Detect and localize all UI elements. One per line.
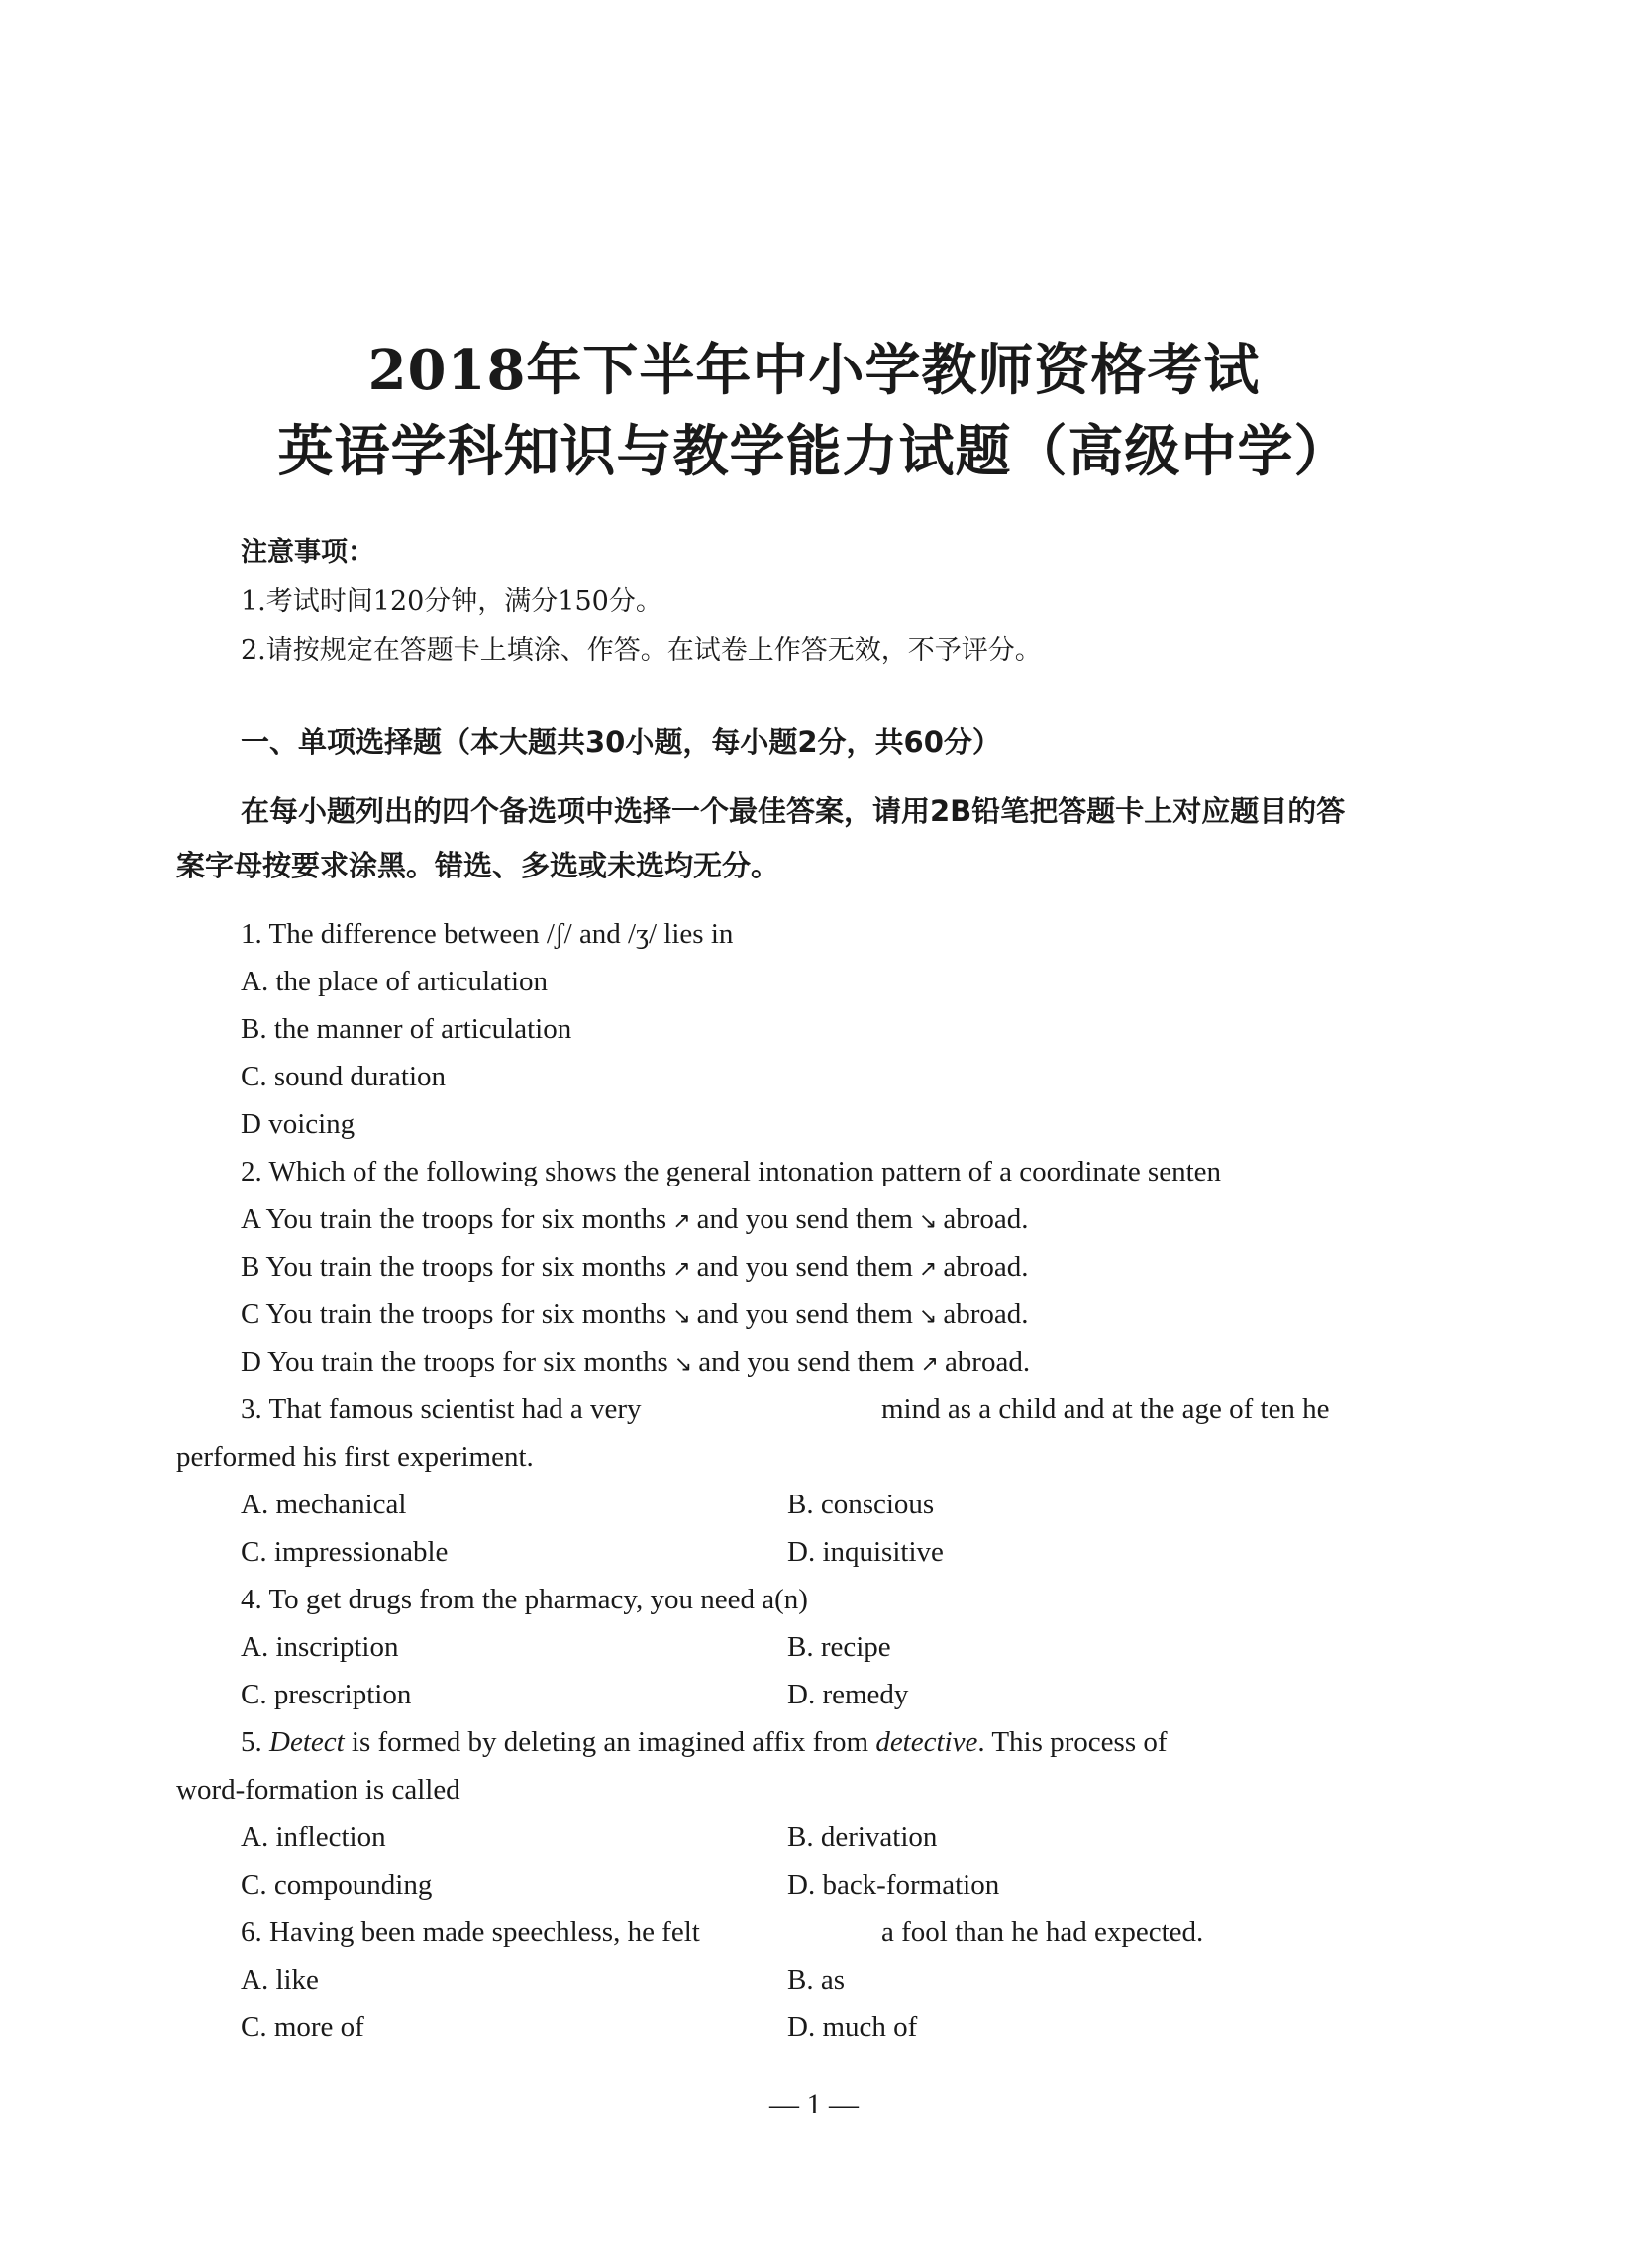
stem-text: is formed by deleting an imagined affix from — [351, 1726, 869, 1758]
option-text: abroad. — [944, 1346, 1031, 1378]
question-5-option-d: D. back-formation — [787, 1869, 1000, 1901]
stem-text: . This process of — [977, 1726, 1168, 1758]
question-1-option-b: B. the manner of articulation — [241, 1013, 572, 1045]
rising-arrow-icon: ↗ — [920, 1352, 939, 1377]
instruction-line-2: 案字母按要求涂黑。错选、多选或未选均无分。 — [176, 849, 780, 882]
question-1-stem: 1. The difference between /ʃ/ and /ʒ/ lies in — [241, 918, 734, 950]
notice-item-2: 2.请按规定在答题卡上填涂、作答。在试卷上作答无效，不予评分。 — [241, 635, 1042, 666]
option-text: B You train the troops for six months — [241, 1251, 667, 1283]
question-4-option-a: A. inscription — [241, 1631, 399, 1663]
question-5-stem-continued: word-formation is called — [176, 1774, 460, 1805]
term-detect: Detect — [269, 1726, 345, 1758]
question-3-option-a: A. mechanical — [241, 1489, 407, 1520]
question-6-option-c: C. more of — [241, 2011, 364, 2043]
question-1-option-a: A. the place of articulation — [241, 966, 549, 997]
question-3-stem-after-blank: mind as a child and at the age of ten he — [881, 1393, 1330, 1425]
question-1-option-d: D voicing — [241, 1108, 356, 1140]
question-5-stem — [241, 1724, 1168, 1760]
exam-title-line2: 英语学科知识与教学能力试题（高级中学） — [277, 419, 1351, 484]
rising-arrow-icon: ↗ — [672, 1209, 691, 1234]
option-text: and you send them — [698, 1346, 915, 1378]
instruction-line-1: 在每小题列出的四个备选项中选择一个最佳答案，请用2B铅笔把答题卡上对应题目的答 — [241, 794, 1346, 828]
question-3-option-c: C. impressionable — [241, 1536, 449, 1568]
falling-arrow-icon: ↘ — [673, 1352, 693, 1377]
option-text: D You train the troops for six months — [241, 1346, 668, 1378]
page-number: — 1 — — [769, 2088, 859, 2120]
question-3-option-b: B. conscious — [787, 1489, 935, 1520]
option-text: and you send them — [696, 1298, 913, 1330]
option-text: abroad. — [943, 1251, 1029, 1283]
term-detective: detective — [875, 1726, 978, 1758]
falling-arrow-icon: ↘ — [672, 1304, 691, 1329]
question-2-stem: 2. Which of the following shows the general intonation pattern of a coordinate senten — [241, 1156, 1222, 1187]
question-number: 5. — [241, 1726, 262, 1758]
question-4-option-b: B. recipe — [787, 1631, 891, 1663]
option-text: C You train the troops for six months — [241, 1298, 667, 1330]
question-5-option-c: C. compounding — [241, 1869, 433, 1901]
exam-title-line1: 2018年下半年中小学教师资格考试 — [367, 338, 1261, 403]
question-5-option-a: A. inflection — [241, 1821, 386, 1853]
question-1-option-c: C. sound duration — [241, 1061, 447, 1092]
question-3-stem: 3. That famous scientist had a very — [241, 1393, 642, 1425]
question-6-stem: 6. Having been made speechless, he felt — [241, 1916, 700, 1948]
rising-arrow-icon: ↗ — [918, 1257, 938, 1282]
question-4-option-d: D. remedy — [787, 1679, 909, 1710]
question-6-option-a: A. like — [241, 1964, 319, 1996]
option-text: abroad. — [943, 1298, 1029, 1330]
question-6-option-d: D. much of — [787, 2011, 918, 2043]
rising-arrow-icon: ↗ — [672, 1257, 691, 1282]
question-4-stem: 4. To get drugs from the pharmacy, you need a(n) — [241, 1584, 808, 1615]
question-2-option-c — [241, 1296, 1028, 1335]
question-6-option-b: B. as — [787, 1964, 845, 1996]
option-text: A You train the troops for six months — [241, 1203, 667, 1235]
question-3-stem-continued: performed his first experiment. — [176, 1441, 534, 1473]
option-text: and you send them — [696, 1251, 913, 1283]
question-2-option-d — [241, 1344, 1030, 1383]
falling-arrow-icon: ↘ — [918, 1209, 938, 1234]
question-3-option-d: D. inquisitive — [787, 1536, 944, 1568]
question-6-stem-after-blank: a fool than he had expected. — [881, 1916, 1204, 1948]
section-heading: 一、单项选择题（本大题共30小题，每小题2分，共60分） — [241, 725, 1001, 759]
question-4-option-c: C. prescription — [241, 1679, 412, 1710]
question-5-option-b: B. derivation — [787, 1821, 938, 1853]
question-2-option-b — [241, 1249, 1028, 1288]
option-text: abroad. — [943, 1203, 1029, 1235]
option-text: and you send them — [696, 1203, 913, 1235]
falling-arrow-icon: ↘ — [918, 1304, 938, 1329]
question-2-option-a — [241, 1201, 1028, 1240]
notice-heading: 注意事项： — [241, 537, 374, 567]
notice-item-1: 1.考试时间120分钟，满分150分。 — [241, 586, 662, 617]
